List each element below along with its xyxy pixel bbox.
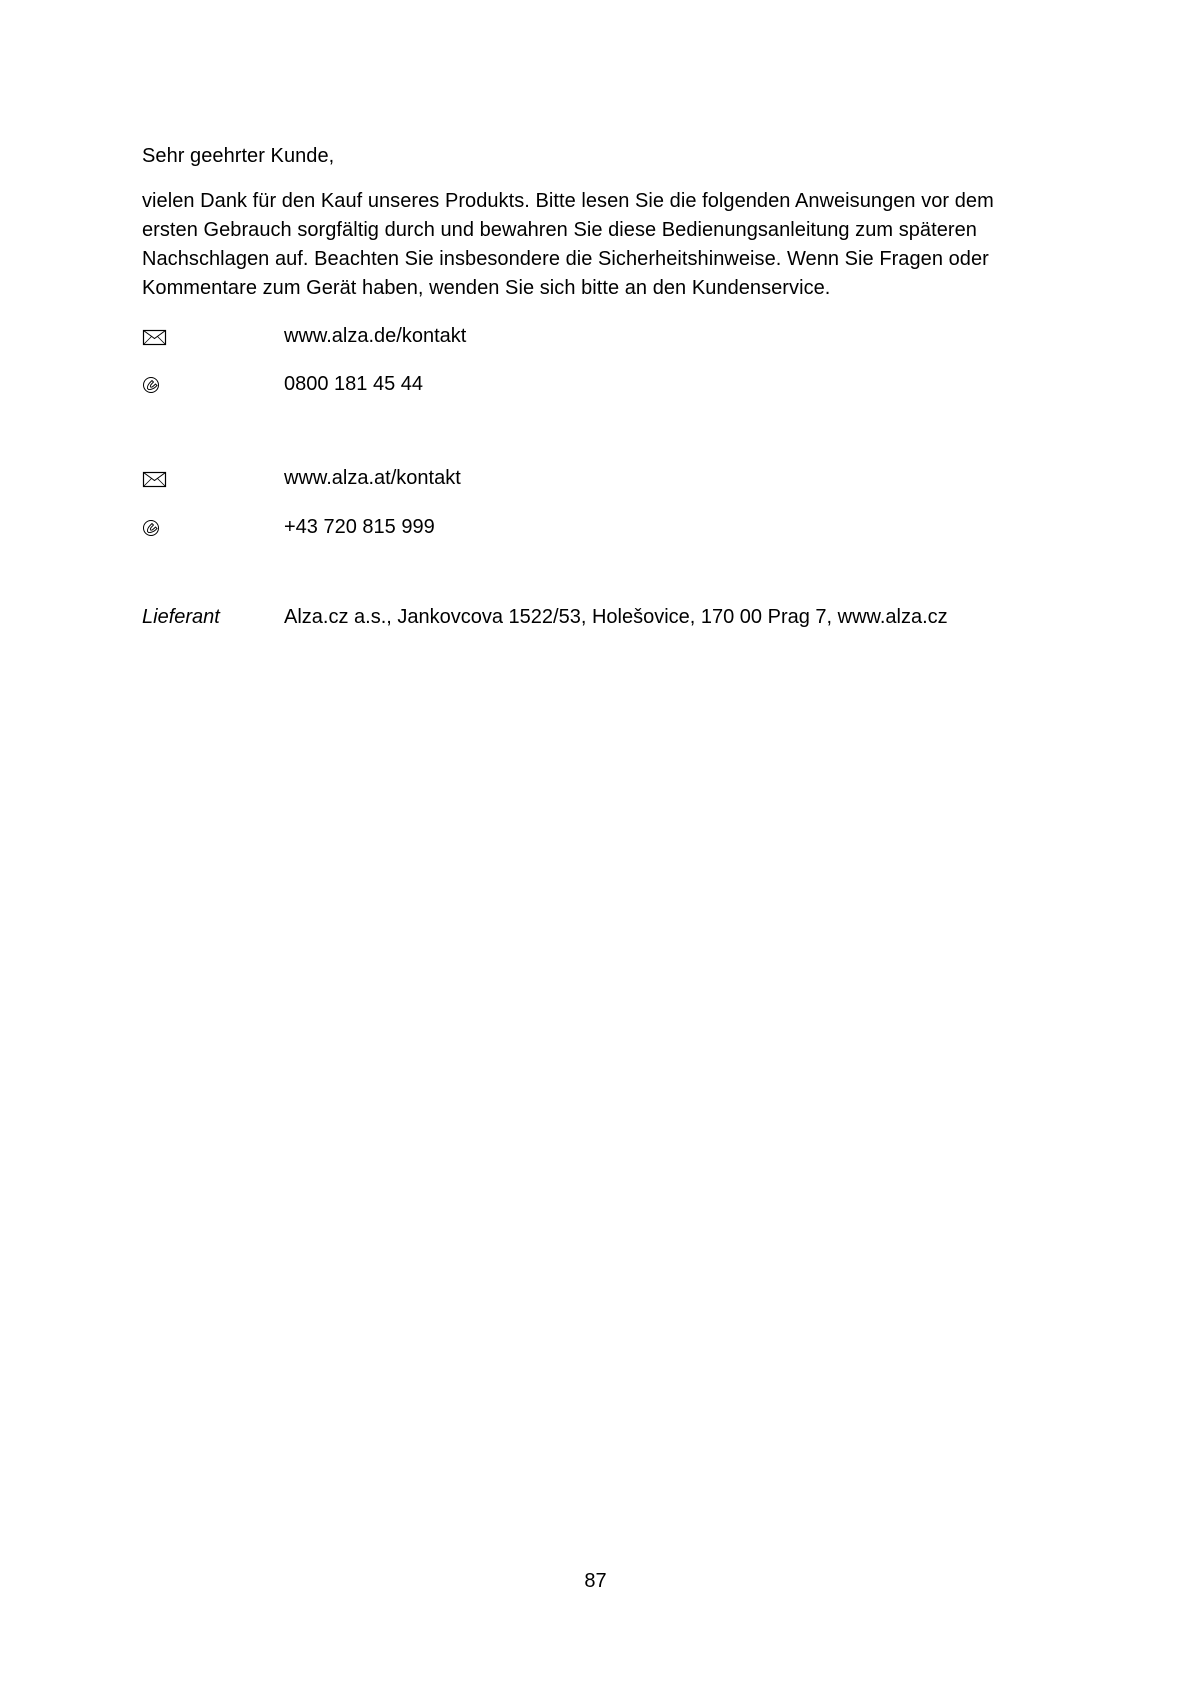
contact-row-web-at <box>142 464 1042 494</box>
supplier-row <box>142 603 1042 633</box>
intro-line: Nachschlagen auf. Beachten Sie insbesondere die Sicherheitshinweise. Wenn Sie Fragen oder <box>142 248 989 270</box>
contact-row-web-de <box>142 322 1042 352</box>
contact-phone-de[interactable]: 0800 181 45 44 <box>284 373 424 395</box>
envelope-icon <box>142 327 168 347</box>
greeting: Sehr geehrter Kunde, <box>142 145 335 167</box>
contact-web-de[interactable]: www.alza.de/kontakt <box>284 325 467 347</box>
supplier-value: Alza.cz a.s., Jankovcova 1522/53, Holešovice, 170 00 Prag 7, www.alza.cz <box>284 606 948 628</box>
intro-line: Kommentare zum Gerät haben, wenden Sie sich bitte an den Kundenservice. <box>142 277 831 299</box>
contact-row-phone-de <box>142 370 1042 400</box>
contact-phone-at[interactable]: +43 720 815 999 <box>284 516 435 538</box>
envelope-icon <box>142 469 168 489</box>
contact-web-at[interactable]: www.alza.at/kontakt <box>284 467 461 489</box>
intro-paragraph <box>142 187 1022 303</box>
page-number: 87 <box>584 1570 607 1592</box>
phone-icon <box>142 518 168 538</box>
intro-line: ersten Gebrauch sorgfältig durch und bewahren Sie diese Bedienungsanleitung zum späteren <box>142 219 977 241</box>
supplier-label: Lieferant <box>142 606 220 628</box>
intro-line: vielen Dank für den Kauf unseres Produkts. Bitte lesen Sie die folgenden Anweisungen vor dem <box>142 190 994 212</box>
phone-icon <box>142 375 168 395</box>
contact-row-phone-at <box>142 513 1042 543</box>
